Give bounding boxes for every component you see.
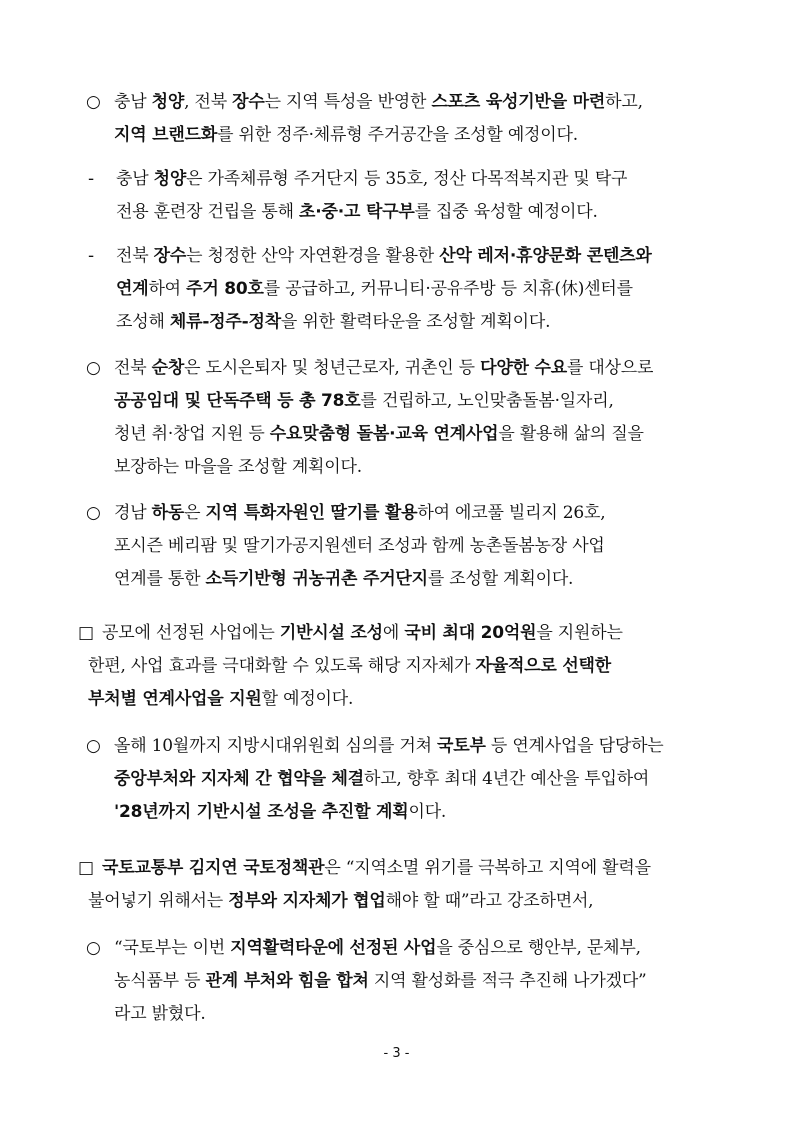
dash-bullet: - — [88, 246, 94, 266]
body-text: 충남 — [116, 169, 154, 189]
emphasis-text: 지역 특화자원인 딸기를 활용 — [205, 503, 418, 523]
text-line — [86, 451, 653, 484]
body-text: 은 — [184, 503, 206, 523]
emphasis-text: 하동 — [151, 503, 185, 523]
body-text: 포시즌 베리팜 및 딸기가공지원센터 조성과 함께 농촌돌봄농장 사업 — [114, 536, 605, 556]
circle-bullet-icon: ○ — [86, 358, 101, 378]
emphasis-text: 순창 — [151, 358, 185, 378]
emphasis-text: 지역 브랜드화 — [114, 125, 218, 145]
dash-bullet: - — [88, 169, 94, 189]
emphasis-text: 산악 레저·휴양문화 콘텐츠와 — [439, 246, 652, 266]
emphasis-text: 주거 80호 — [186, 279, 264, 299]
text-line — [88, 273, 652, 306]
body-text: 충남 — [114, 92, 152, 112]
body-text: 지역 활성화를 적극 추진해 나가겠다” — [368, 971, 647, 991]
body-text: 에 — [382, 623, 405, 643]
body-text: 은 “지역소멸 위기를 극복하고 지역에 활력을 — [324, 858, 651, 878]
emphasis-text: '28년까지 기반시설 조성을 추진할 계획 — [114, 802, 409, 822]
body-text: 를 공급하고, 커뮤니티·공유주방 등 치휴(休)센터를 — [263, 279, 633, 299]
body-text: “국토부는 이번 — [114, 938, 231, 958]
paragraph-sunchang — [86, 352, 653, 484]
emphasis-text: 기반시설 조성 — [279, 623, 383, 643]
emphasis-text: 연계 — [116, 279, 149, 299]
square-bullet-icon: □ — [78, 858, 94, 878]
emphasis-text: 체류-정주-정착 — [169, 312, 281, 332]
paragraph-cheongyang-jangsu — [86, 86, 643, 152]
text-line — [78, 852, 651, 885]
emphasis-text: 스포츠 육성기반을 마련 — [431, 92, 606, 112]
emphasis-text: 지역활력타운에 선정된 사업 — [230, 938, 437, 958]
text-line — [86, 530, 605, 563]
text-line — [86, 932, 647, 965]
body-text: 해야 할 때”라고 강조하면서, — [385, 891, 594, 911]
paragraph-funding — [78, 617, 623, 716]
emphasis-text: 장수 — [153, 246, 187, 266]
body-text: 공모에 선정된 사업에는 — [102, 623, 280, 643]
body-text: 조성해 — [116, 312, 170, 332]
body-text: 을 지원하는 — [536, 623, 623, 643]
emphasis-text: 다양한 수요 — [480, 358, 567, 378]
emphasis-text: 중앙부처와 지자체 간 협약을 체결 — [114, 769, 364, 789]
text-line — [88, 306, 652, 339]
body-text: 전용 훈련장 건립을 통해 — [116, 202, 300, 222]
body-text: 등 연계사업을 담당하는 — [485, 736, 664, 756]
subitem-cheongyang — [88, 163, 627, 229]
body-text: 농식품부 등 — [114, 971, 206, 991]
body-text: 은 도시은퇴자 및 청년근로자, 귀촌인 등 — [184, 358, 481, 378]
emphasis-text: 공공임대 및 단독주택 등 총 78호 — [114, 391, 361, 411]
paragraph-policy-officer — [78, 852, 651, 918]
circle-bullet-icon: ○ — [86, 736, 101, 756]
body-text: 을 활용해 삶의 질을 — [498, 424, 644, 444]
circle-bullet-icon: ○ — [86, 92, 101, 112]
emphasis-text: 부처별 연계사업을 지원 — [88, 689, 262, 709]
body-text: 하여 에코풀 빌리지 26호, — [417, 503, 606, 523]
body-text: 하고, 향후 최대 4년간 예산을 투입하여 — [363, 769, 650, 789]
text-line — [86, 563, 605, 596]
body-text: 불어넣기 위해서는 — [88, 891, 229, 911]
body-text: 하고, — [605, 92, 643, 112]
body-text: 은 가족체류형 주거단지 등 35호, 정산 다목적복지관 및 탁구 — [186, 169, 628, 189]
text-line — [86, 418, 653, 451]
text-line — [86, 998, 647, 1031]
text-line — [78, 617, 623, 650]
text-line — [86, 730, 664, 763]
page-number: - 3 - — [383, 1046, 410, 1061]
body-text: 연계를 통한 — [114, 569, 206, 589]
text-line — [88, 163, 627, 196]
emphasis-text: 초·중·고 탁구부 — [299, 202, 415, 222]
text-line — [88, 240, 652, 273]
body-text: 경남 — [114, 503, 152, 523]
text-line — [78, 885, 651, 918]
body-text: 올해 10월까지 지방시대위원회 심의를 거쳐 — [114, 736, 438, 756]
body-text: 보장하는 마을을 조성할 계획이다. — [114, 457, 362, 477]
text-line — [86, 385, 653, 418]
body-text: 하여 — [148, 279, 187, 299]
text-line — [86, 965, 647, 998]
emphasis-text: 청양 — [153, 169, 187, 189]
body-text: 이다. — [408, 802, 447, 822]
body-text: 를 대상으로 — [566, 358, 654, 378]
text-line — [78, 683, 623, 716]
emphasis-text: 국비 최대 20억원 — [404, 623, 537, 643]
emphasis-text: 소득기반형 귀농귀촌 주거단지 — [205, 569, 428, 589]
body-text: 한편, 사업 효과를 극대화할 수 있도록 해당 지자체가 — [88, 656, 476, 676]
circle-bullet-icon: ○ — [86, 938, 101, 958]
text-line — [86, 763, 664, 796]
body-text: 를 집중 육성할 예정이다. — [414, 202, 598, 222]
emphasis-text: 수요맞춤형 돌봄·교육 연계사업 — [269, 424, 499, 444]
body-text: 를 위한 정주·체류형 주거공간을 조성할 예정이다. — [217, 125, 578, 145]
body-text: 할 예정이다. — [261, 689, 354, 709]
body-text: 를 조성할 계획이다. — [427, 569, 574, 589]
body-text: 전북 — [114, 358, 152, 378]
emphasis-text: 관계 부처와 힘을 합쳐 — [205, 971, 369, 991]
text-line — [86, 86, 643, 119]
text-line — [86, 497, 605, 530]
circle-bullet-icon: ○ — [86, 503, 101, 523]
body-text: 를 건립하고, 노인맞춤돌봄·일자리, — [360, 391, 614, 411]
emphasis-text: 장수 — [232, 92, 265, 112]
paragraph-quote — [86, 932, 647, 1031]
emphasis-text: 정부와 지자체가 협업 — [228, 891, 386, 911]
text-line — [78, 650, 623, 683]
body-text: , 전북 — [184, 92, 233, 112]
text-line — [88, 196, 627, 229]
body-text: 는 청정한 산악 자연환경을 활용한 — [186, 246, 440, 266]
body-text: 는 지역 특성을 반영한 — [264, 92, 432, 112]
emphasis-text: 국토교통부 김지연 국토정책관 — [102, 858, 325, 878]
body-text: 전북 — [116, 246, 154, 266]
body-text: 라고 밝혔다. — [114, 1004, 206, 1024]
emphasis-text: 청양 — [151, 92, 185, 112]
text-line — [86, 352, 653, 385]
square-bullet-icon: □ — [78, 623, 94, 643]
body-text: 청년 취·창업 지원 등 — [114, 424, 270, 444]
paragraph-schedule — [86, 730, 664, 829]
emphasis-text: 국토부 — [437, 736, 486, 756]
text-line — [86, 119, 643, 152]
text-line — [86, 796, 664, 829]
emphasis-text: 자율적으로 선택한 — [475, 656, 611, 676]
subitem-jangsu — [88, 240, 652, 339]
paragraph-hadong — [86, 497, 605, 596]
body-text: 을 위한 활력타운을 조성할 계획이다. — [280, 312, 551, 332]
body-text: 을 중심으로 행안부, 문체부, — [436, 938, 641, 958]
